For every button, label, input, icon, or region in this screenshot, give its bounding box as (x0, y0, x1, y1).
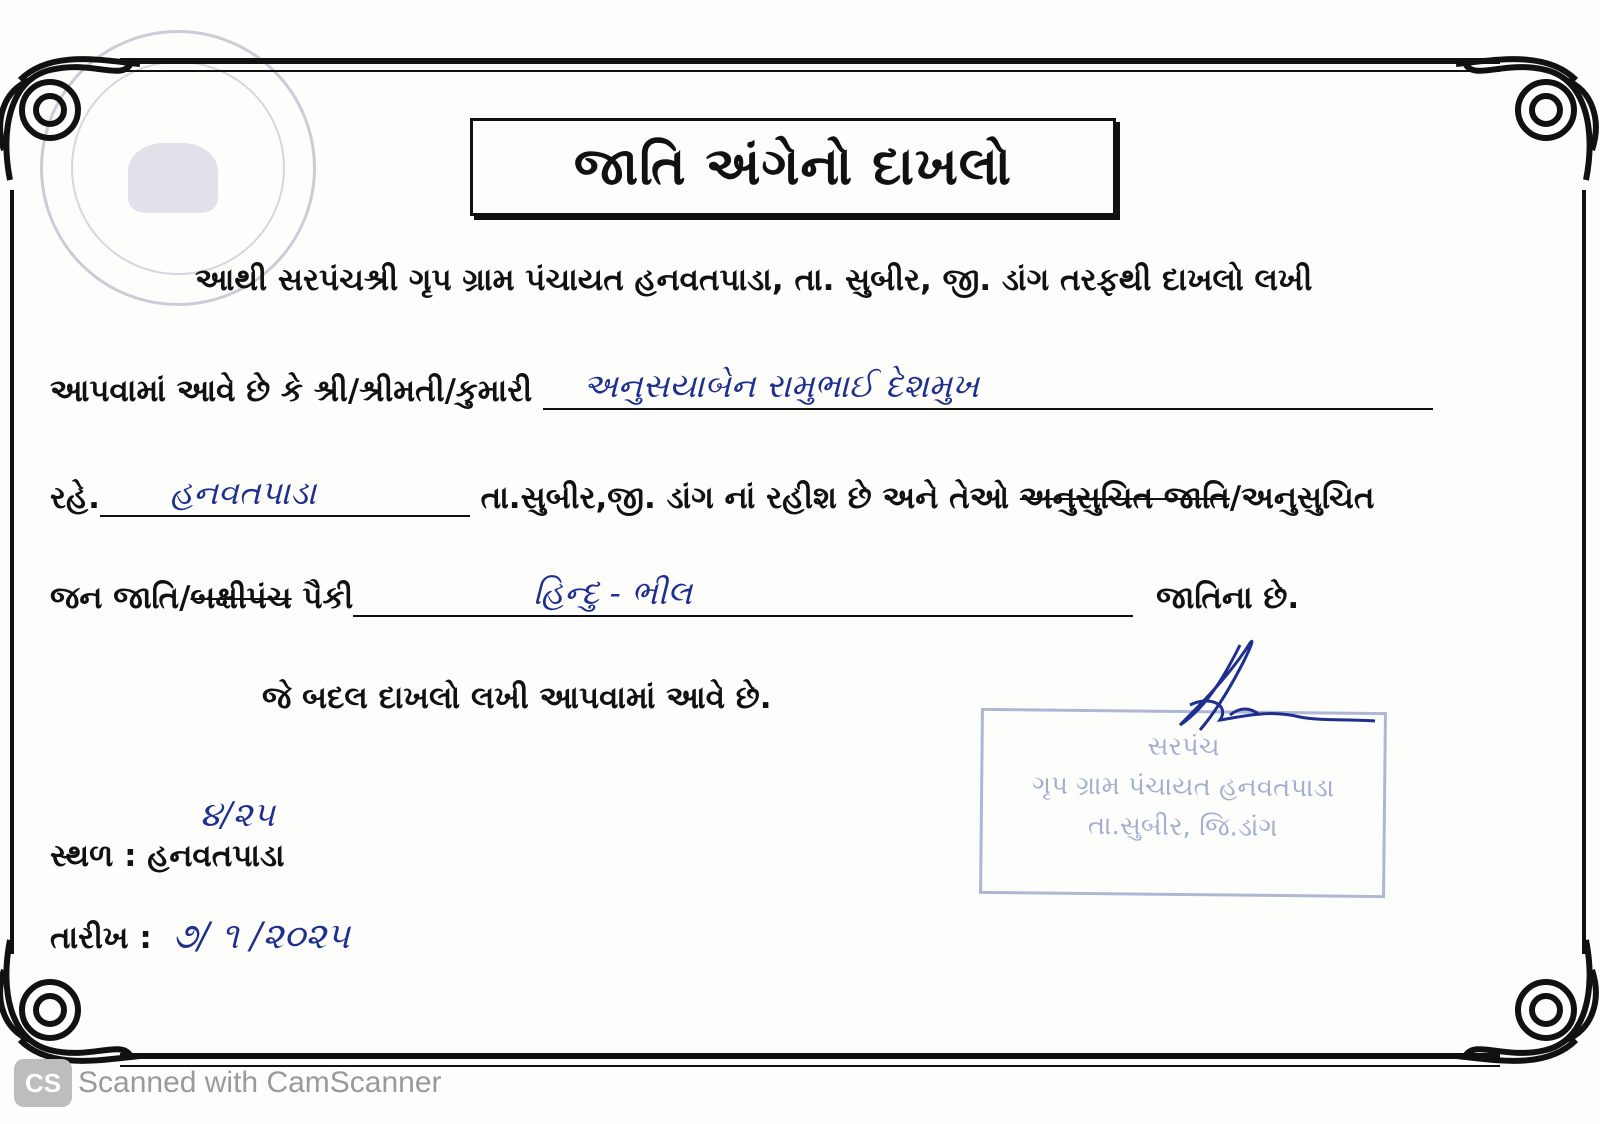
corner-ornament-icon (0, 40, 140, 190)
body-line-5: જે બદલ દાખલો લખી આપવામાં આવે છે. (262, 680, 772, 716)
line3-suffix: /અનુસુચિત (1229, 480, 1375, 516)
signature-icon (1170, 635, 1380, 745)
stamp-line-2: ગૃપ ગ્રામ પંચાયત હનવતપાડા (1031, 770, 1335, 804)
line4-after: પૈકી (291, 580, 354, 616)
body-line-2 (50, 366, 1433, 410)
place-label: સ્થળ : હનવતપાડા (50, 838, 285, 874)
line3-middle: તા.સુબીર,જી. ડાંગ નાં રહીશ છે અને તેઓ (480, 480, 1010, 516)
village-handwritten: હનવતપાડા (169, 473, 317, 512)
caste-handwritten: હિન્દુ - ભીલ (533, 573, 693, 612)
date-row (50, 916, 350, 958)
line4-suffix: જાતિના છે. (1156, 580, 1300, 616)
body-line-4 (50, 573, 1300, 617)
line3-struck-text: અનુસુચિત જાતિ (1019, 480, 1230, 516)
applicant-name-handwritten: અનુસયાબેન રામુભાઈ દેશમુખ (582, 366, 980, 405)
certificate-title-box (470, 118, 1116, 216)
border-top (120, 58, 1500, 64)
stamp-line-3: તા.સુબીર, જિ.ડાંગ (1087, 811, 1278, 843)
reference-number-handwritten: ૪/૨૫ (200, 795, 275, 835)
border-left (10, 190, 14, 954)
caste-blank (353, 573, 1133, 617)
border-right (1582, 190, 1586, 954)
body-line-1: આથી સરપંચશ્રી ગૃપ ગ્રામ પંચાયત હનવતપાડા, તા. સુબીર, જી. ડાંગ તરફથી દાખલો લખી (195, 262, 1313, 298)
corner-ornament-icon (1456, 930, 1600, 1080)
line4-struck-text: બક્ષીપંચ (190, 580, 292, 616)
line2-prefix: આપવામાં આવે છે કે શ્રી/શ્રીમતી/કુમારી (50, 373, 533, 409)
name-blank (543, 366, 1433, 410)
camscanner-text: Scanned with CamScanner (78, 1066, 442, 1099)
line4-prefix: જન જાતિ/ (50, 580, 191, 616)
date-handwritten: ૭/ ૧ /૨૦૨૫ (172, 916, 350, 957)
line3-prefix: રહે. (50, 480, 100, 516)
stamp-line-1: સરપંચ (1147, 731, 1220, 763)
body-line-3 (50, 473, 1375, 517)
corner-ornament-icon (1456, 40, 1600, 190)
camscanner-logo-icon: CS (14, 1059, 72, 1107)
camscanner-watermark (14, 1058, 442, 1108)
date-label: તારીખ : (50, 920, 152, 956)
village-blank (100, 473, 470, 517)
certificate-title: જાતિ અંગેનો દાખલો (573, 136, 1013, 197)
